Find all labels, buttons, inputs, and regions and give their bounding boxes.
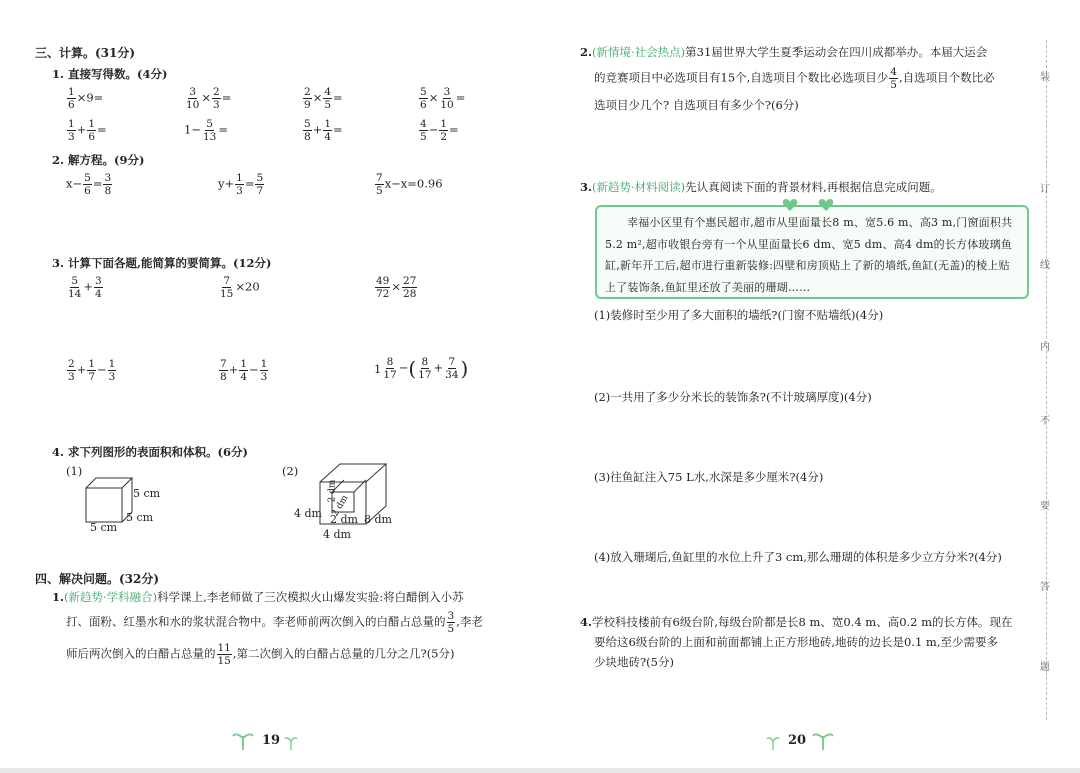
problem-1-line-1: 1.(新趋势·学科融合)科学课上,李老师做了三次模拟火山爆发实验:将白醋倒入小苏	[52, 590, 464, 604]
calc-6: 1 $\frac{8}{17}$ −( $\frac{8}{17}$ + $\frac{7}{34}$ )	[374, 356, 469, 381]
q1-item-2: $\frac{3}{10}$ × $\frac{2}{3}$ =	[186, 86, 232, 111]
problem-4-line-3: 少块地砖?(5分)	[594, 655, 674, 669]
calc-4: $\frac{2}{3}$ + $\frac{1}{7}$ − $\frac{1}{3}$	[68, 358, 116, 383]
binding-char: 线	[1040, 260, 1050, 271]
q1-item-8: $\frac{4}{5}$ − $\frac{1}{2}$ =	[420, 118, 459, 143]
heart-icon-left	[782, 198, 798, 212]
equation-1: x− $\frac{5}{6}$ = $\frac{3}{8}$	[66, 172, 112, 197]
q1-item-1: $\frac{1}{6}$ ×9=	[68, 86, 104, 111]
section4-heading: 四、解决问题。(32分)	[35, 572, 160, 586]
section3-heading: 三、计算。(31分)	[35, 46, 136, 60]
bottom-edge	[0, 768, 1080, 773]
cube-dim-depth: 5 cm	[126, 511, 154, 524]
prism-dim-height: 4 dm	[294, 507, 322, 520]
q1-item-4: $\frac{5}{6}$ × $\frac{3}{10}$ =	[420, 86, 466, 111]
page-number-left: 19	[262, 733, 281, 748]
prism-dim-inner-1: 2 dm	[327, 479, 338, 503]
q1-item-5: $\frac{1}{3}$ + $\frac{1}{6}$ =	[68, 118, 107, 143]
prism-dim-length: 8 dm	[364, 513, 392, 526]
cube-dim-height: 5 cm	[133, 487, 161, 500]
subquestion-2: (2)一共用了多少分米长的装饰条?(不计玻璃厚度)(4分)	[594, 390, 872, 404]
prism-dim-width: 4 dm	[323, 528, 351, 541]
binding-char: 答	[1040, 582, 1050, 593]
q1-item-6: 1− $\frac{5}{13}$ =	[184, 118, 228, 143]
sprout-small-icon	[766, 734, 780, 750]
binding-char: 不	[1040, 416, 1050, 427]
subquestion-1: (1)装修时至少用了多大面积的墙纸?(门窗不贴墙纸)(4分)	[594, 308, 884, 322]
prism-dim-inner-2: 2 dm	[330, 493, 351, 519]
problem-2-line-1: 2.(新情境·社会热点)第31届世界大学生夏季运动会在四川成都举办。本届大运会	[580, 45, 988, 59]
problem-3-intro: 3.(新趋势·材料阅读)先认真阅读下面的背景材料,再根据信息完成问题。	[580, 180, 942, 194]
page-number-right: 20	[788, 733, 807, 748]
sprout-icon	[812, 728, 834, 750]
problem-2-line-2: 的竞赛项目中必选项目有15个,自选项目个数比必选项目少 $\frac{4}{5}$ ,自选项目个数比必	[594, 66, 995, 91]
sprout-small-icon	[284, 734, 298, 750]
calc-3: $\frac{49}{72}$ × $\frac{27}{28}$	[376, 275, 417, 300]
figure-1-tag: (1)	[66, 464, 83, 478]
prism-dim-inner-3: 2 dm	[330, 513, 358, 526]
cube-dim-width: 5 cm	[90, 521, 118, 534]
binding-char: 要	[1040, 501, 1050, 512]
binding-char: 装	[1040, 72, 1050, 83]
q1-item-7: $\frac{5}{8}$ + $\frac{1}{4}$ =	[304, 118, 343, 143]
heart-icon-right	[818, 198, 834, 212]
q1-item-3: $\frac{2}{9}$ × $\frac{4}{5}$ =	[304, 86, 343, 111]
equation-2: y+ $\frac{1}{3}$ = $\frac{5}{7}$	[218, 172, 264, 197]
problem-4-line-2: 要给这6级台阶的上面和前面都铺上正方形地砖,地砖的边长是0.1 m,至少需要多	[594, 635, 998, 649]
equation-3: $\frac{7}{5}$ x−x=0.96	[376, 172, 443, 197]
problem-1-line-2: 打、面粉、红墨水和水的浆状混合物中。李老师前两次倒入的白醋占总量的 $\frac{3}{5}$ ,李老	[66, 610, 483, 635]
q4-label: 4. 求下列图形的表面积和体积。(6分)	[52, 445, 248, 459]
binding-char: 订	[1040, 184, 1050, 195]
calc-5: $\frac{7}{8}$ + $\frac{1}{4}$ − $\frac{1}{3}$	[220, 358, 268, 383]
problem-2-line-3: 选项目少几个? 自选项目有多少个?(6分)	[594, 98, 799, 112]
q1-label: 1. 直接写得数。(4分)	[52, 67, 168, 81]
problem-4-line-1: 4.学校科技楼前有6级台阶,每级台阶都是长8 m、宽0.4 m、高0.2 m的长方体。现在	[580, 615, 1013, 629]
calc-1: $\frac{5}{14}$ + $\frac{3}{4}$	[68, 275, 102, 300]
figure-2-tag: (2)	[282, 464, 299, 478]
q3-label: 3. 计算下面各题,能简算的要简算。(12分)	[52, 256, 272, 270]
binding-char: 内	[1040, 342, 1050, 353]
material-text: 幸福小区里有个惠民超市,超市从里面量长8 m、宽5.6 m、高3 m,门窗面积共5.2 m²,超市收银台旁有一个从里面量长6 dm、宽5 dm、高4 dm的长方体玻璃鱼缸,新年开工后,超市进行重新装修:四壁和房顶贴上了新的墙纸,鱼缸(无盖)的棱上贴上了装饰条,鱼缸里还放了美丽的珊瑚……	[605, 216, 1013, 294]
calc-2: $\frac{7}{15}$ ×20	[220, 275, 260, 300]
binding-char: 题	[1040, 662, 1050, 673]
binding-dashed-line	[1046, 40, 1047, 720]
q2-label: 2. 解方程。(9分)	[52, 153, 145, 167]
sprout-icon	[232, 728, 254, 750]
subquestion-4: (4)放入珊瑚后,鱼缸里的水位上升了3 cm,那么珊瑚的体积是多少立方分米?(4分)	[594, 550, 1002, 564]
problem-1-line-3: 师后两次倒入的白醋占总量的 $\frac{11}{15}$ ,第二次倒入的白醋占总量的几分之几?(5分)	[66, 642, 455, 667]
subquestion-3: (3)往鱼缸注入75 L水,水深是多少厘米?(4分)	[594, 470, 824, 484]
